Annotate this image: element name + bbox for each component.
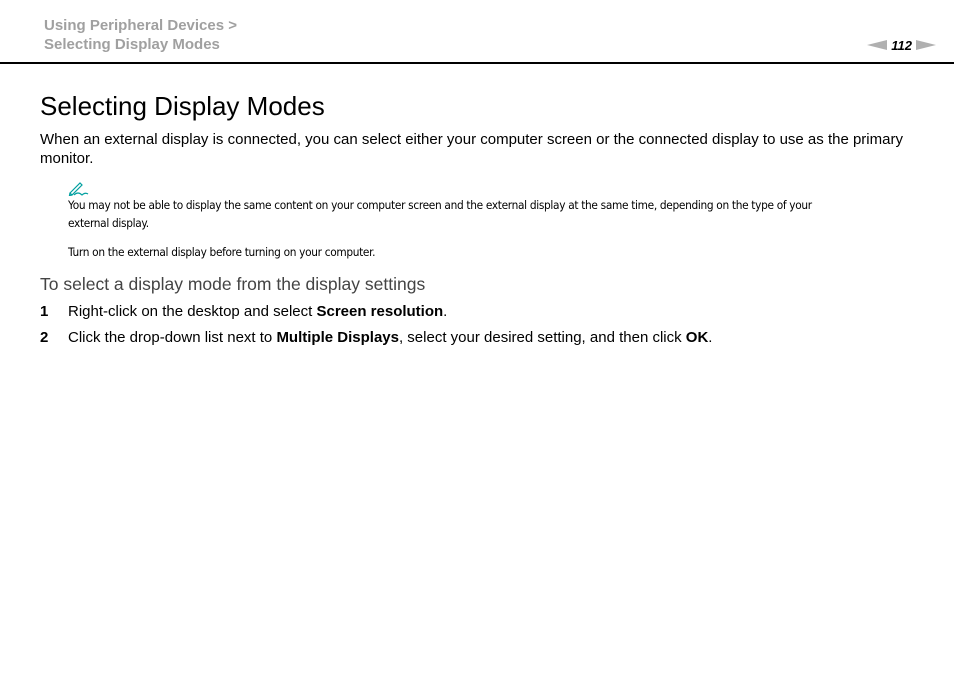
note-pencil-icon [68, 180, 90, 196]
section-subheading: To select a display mode from the display settings [40, 274, 426, 294]
intro-paragraph: When an external display is connected, you can select either your computer screen or the connected display to use as the primary monitor. [40, 131, 903, 167]
step-text-part: Click the drop-down list next to [68, 329, 277, 346]
ui-term: Multiple Displays [276, 329, 399, 346]
step-number: 1 [40, 303, 49, 320]
step-text-part: . [443, 303, 448, 320]
ui-term: Screen resolution [316, 303, 444, 320]
breadcrumb-current[interactable]: Selecting Display Modes [44, 36, 220, 53]
previous-page-arrow-icon[interactable] [867, 40, 887, 50]
note-text-second: Turn on the external display before turning on your computer. [68, 245, 376, 259]
breadcrumb [44, 16, 237, 54]
page-header [0, 0, 954, 64]
next-page-arrow-icon[interactable] [916, 40, 936, 50]
page-title: Selecting Display Modes [40, 91, 325, 121]
breadcrumb-parent-link[interactable]: Using Peripheral Devices > [44, 17, 238, 34]
page-number: 112 [891, 37, 912, 53]
note-text: You may not be able to display the same content on your computer screen and the external display at the same time, depending on the type of your external display. [68, 198, 812, 230]
ui-term: OK [685, 329, 709, 346]
step-text-part: , select your desired setting, and then click [398, 329, 686, 346]
page-navigator [867, 37, 936, 53]
step-number: 2 [40, 329, 49, 346]
header-divider [0, 62, 954, 64]
step-text [68, 302, 447, 321]
step-text [68, 328, 712, 347]
step-text-part: Right-click on the desktop and select [68, 303, 317, 320]
step-text-part: . [708, 329, 713, 346]
